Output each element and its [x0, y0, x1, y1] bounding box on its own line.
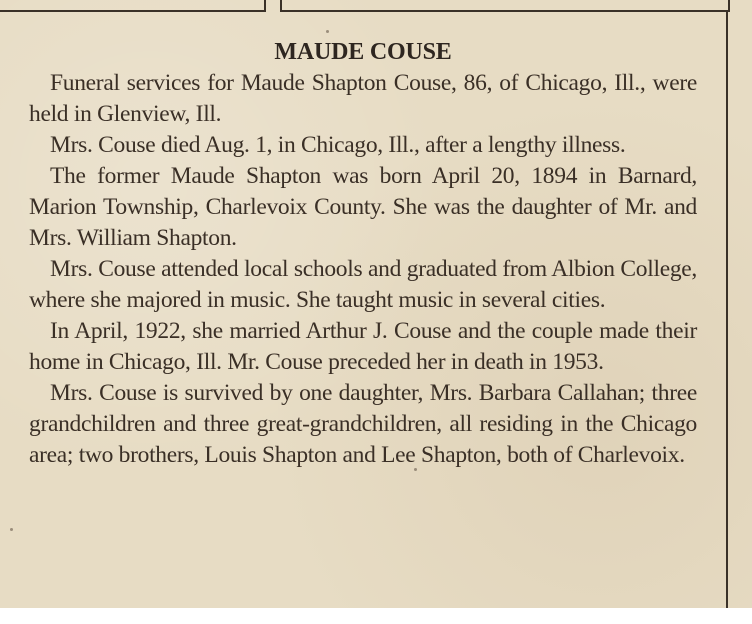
article-paragraph: Mrs. Couse died Aug. 1, in Chicago, Ill., after a lengthy illness.	[50, 132, 626, 158]
article-headline: MAUDE COUSE	[274, 39, 452, 65]
article-paragraph: Mrs. Couse is survived by one daughter, Mrs. Barbara Callahan; three grandchildren and three great-grandchildren, all residing in the Chicago area; two brothers, Louis Shapton and Lee Shapton, both of Charlevoix.	[29, 380, 697, 468]
paper-speck	[10, 528, 13, 531]
adjacent-column-border-left	[0, 0, 266, 12]
column-rule	[726, 10, 728, 608]
article-paragraph: Funeral services for Maude Shapton Couse, 86, of Chicago, Ill., were held in Glenview, Ill.	[29, 70, 697, 127]
article-paragraph: Mrs. Couse attended local schools and graduated from Albion College, where she majored in music. She taught music in several cities.	[29, 256, 697, 313]
adjacent-column-border-right	[280, 0, 730, 12]
article-paragraph: The former Maude Shapton was born April 20, 1894 in Barnard, Marion Township, Charlevoix County. She was the daughter of Mr. and Mrs. William Shapton.	[29, 163, 697, 251]
obituary-article	[29, 36, 697, 471]
paper-speck	[326, 30, 329, 33]
page-margin	[0, 608, 752, 624]
article-paragraph: In April, 1922, she married Arthur J. Couse and the couple made their home in Chicago, Ill. Mr. Couse preceded her in death in 1953.	[29, 318, 697, 375]
